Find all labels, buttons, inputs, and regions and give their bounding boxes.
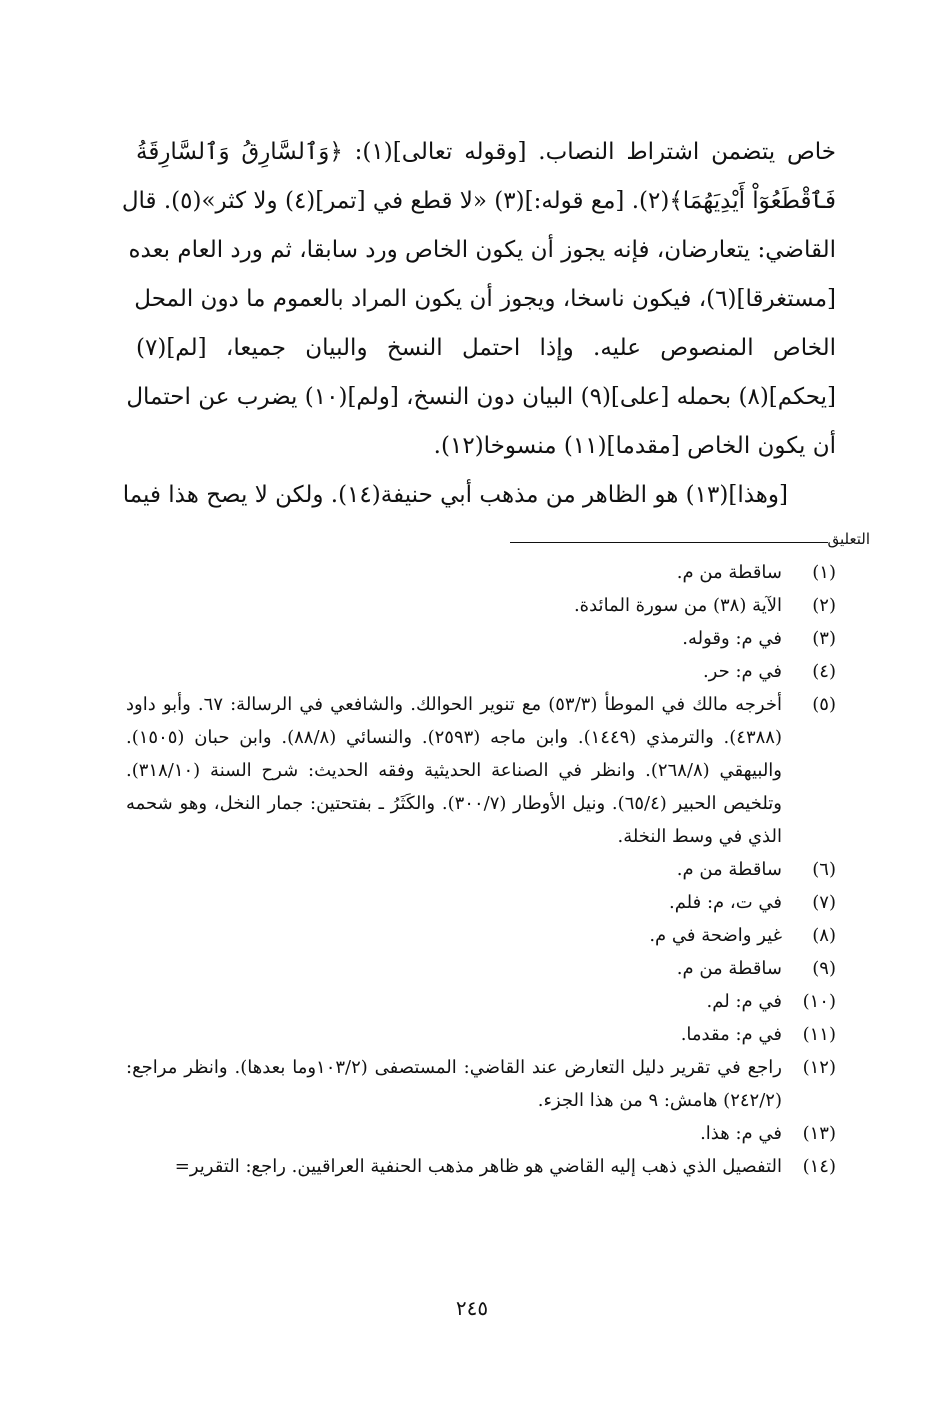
footnote (126, 886, 836, 919)
footnote (126, 1018, 836, 1051)
footnote-text: في ت، م: فلم. (668, 892, 782, 913)
footnote-text: غير واضحة في م. (649, 925, 782, 946)
footnote (126, 556, 836, 589)
text-line: أن يكون الخاص [مقدما](١١) منسوخا(١٢). (433, 433, 836, 459)
text-line: خاص يتضمن اشتراط النصاب. [وقوله تعالى](١): ﴿وَٱلسَّارِقُ وَٱلسَّارِقَةُ (136, 139, 836, 165)
footnote (126, 985, 836, 1018)
footnote-number: (٥) (812, 694, 836, 715)
footnote-text: في م: مقدما. (680, 1024, 782, 1045)
footnote-text: أخرجه مالك في الموطأ (٥٣/٣) مع تنوير الحوالك. والشافعي في الرسالة: ٦٧. وأبو داود (٤٣٨٨). والترمذي (١٤٤٩). وابن ماجه (٢٥٩٣). والنسائي (٨٨/٨). وابن حبان (١٥٠٥). والبيهقي (٢٦٨/٨). وانظر في الصناعة الحديثية وفقه الحديث: شرح السنة (٣١٨/١٠). وتلخيص الحبير (٦٥/٤). ونيل الأوطار (٣٠٠/٧). والكَثَرُ ـ بفتحتين: جمار النخل، وهو شحمه الذي في وسط النخلة. (126, 694, 782, 847)
footnote-text: في م: وقوله. (682, 628, 782, 649)
text-line: القاضي: يتعارضان، فإنه يجوز أن يكون الخاص ورد سابقا، ثم ورد العام بعده (128, 237, 836, 263)
footnote-number: (٤) (812, 661, 836, 682)
text-line: فَٱقْطَعُوٓاْ أَيْدِيَهُمَا﴾(٢). [مع قوله:](٣) «لا قطع في [تمر](٤) ولا كثر»(٥). قال (121, 188, 836, 214)
footnote (126, 622, 836, 655)
footnote (126, 1117, 836, 1150)
footnote-number: (٦) (812, 859, 836, 880)
footnote-text: التفصيل الذي ذهب إليه القاضي هو ظاهر مذهب الحنفية العراقيين. راجع: التقرير= (174, 1156, 782, 1177)
footnote-text: ساقطة من م. (676, 859, 782, 880)
footnote (126, 655, 836, 688)
footnote-text: الآية (٣٨) من سورة المائدة. (573, 595, 782, 616)
page-number: ٢٤٥ (455, 1296, 489, 1320)
text-line: [وهذا](١٣) هو الظاهر من مذهب أبي حنيفة(١٤). ولكن لا يصح هذا فيما (122, 482, 788, 508)
footnote-number: (١٣) (802, 1123, 836, 1144)
footnote-number: (١) (812, 562, 836, 583)
footnote (126, 589, 836, 622)
footnote-text: راجع في تقرير دليل التعارض عند القاضي: المستصفى (١٠٣/٢وما بعدها). وانظر مراجع: (٢٤٢/٢) هامش: ٩ من هذا الجزء. (126, 1057, 782, 1111)
footnote-number: (٨) (812, 925, 836, 946)
footnote (126, 1150, 836, 1183)
footnote-text: ساقطة من م. (676, 562, 782, 583)
footnote-text: في م: حر. (702, 661, 782, 682)
text-line: الخاص المنصوص عليه. وإذا احتمل النسخ والبيان جميعا، [لم](٧) (136, 335, 836, 361)
footnote-number: (١٢) (802, 1057, 836, 1078)
footnote-number: (٧) (812, 892, 836, 913)
footnote-text: ساقطة من م. (676, 958, 782, 979)
text-line: [يحكم](٨) بحمله [على](٩) البيان دون النسخ، [ولم](١٠) يضرب عن احتمال (126, 384, 836, 410)
footnote (126, 688, 836, 853)
footnotes-divider (510, 542, 828, 543)
footnote-text: في م: لم. (706, 991, 782, 1012)
footnote-number: (١٠) (802, 991, 836, 1012)
footnote (126, 1051, 836, 1117)
footnote-number: (٢) (812, 595, 836, 616)
footnotes-label: التعليق (827, 530, 870, 548)
footnote (126, 853, 836, 886)
footnote-number: (٣) (812, 628, 836, 649)
footnote-number: (١٤) (802, 1156, 836, 1177)
footnote-number: (١١) (802, 1024, 836, 1045)
footnotes-list (126, 556, 836, 1183)
footnote (126, 919, 836, 952)
footnote (126, 952, 836, 985)
text-line: [مستغرقا](٦)، فيكون ناسخا، ويجوز أن يكون المراد بالعموم ما دون المحل (134, 286, 836, 312)
footnote-number: (٩) (812, 958, 836, 979)
footnote-text: في م: هذا. (700, 1123, 782, 1144)
footnotes-header (510, 528, 870, 554)
main-text (121, 128, 836, 520)
